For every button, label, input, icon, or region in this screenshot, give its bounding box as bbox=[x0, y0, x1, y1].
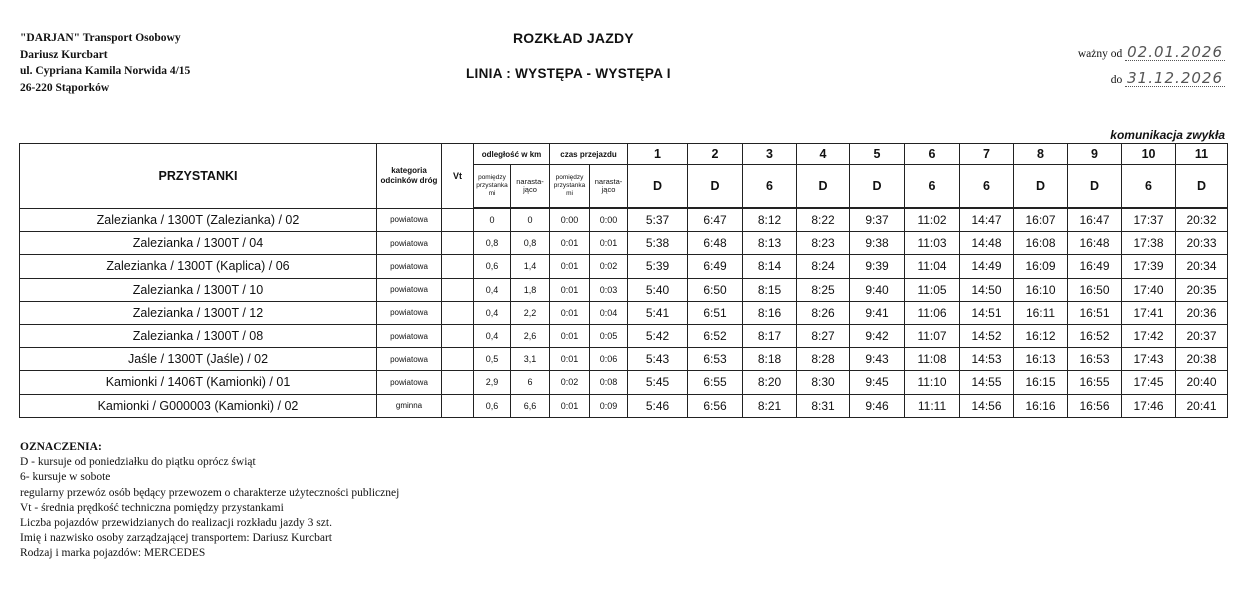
departure-time: 16:15 bbox=[1014, 371, 1068, 394]
time-between: 0:01 bbox=[550, 301, 590, 324]
time-cumulative: 0:02 bbox=[590, 255, 628, 278]
distance-between: 0,6 bbox=[474, 394, 511, 417]
legend-line: regularny przewóz osób będący przewozem o charakterze użyteczności publicznej bbox=[20, 486, 400, 499]
course-day-code: 6 bbox=[743, 165, 797, 209]
departure-time: 8:31 bbox=[797, 394, 850, 417]
departure-time: 8:28 bbox=[797, 348, 850, 371]
departure-time: 20:36 bbox=[1176, 301, 1228, 324]
distance-cumulative: 1,8 bbox=[511, 278, 550, 301]
course-number: 2 bbox=[688, 144, 743, 165]
departure-time: 16:52 bbox=[1068, 324, 1122, 347]
header-vt: Vt bbox=[442, 144, 474, 209]
time-between: 0:02 bbox=[550, 371, 590, 394]
time-between: 0:01 bbox=[550, 348, 590, 371]
course-number: 8 bbox=[1014, 144, 1068, 165]
vt-value bbox=[442, 371, 474, 394]
departure-time: 6:51 bbox=[688, 301, 743, 324]
legend-line: Vt - średnia prędkość techniczna pomiędzy przystankami bbox=[20, 501, 284, 514]
time-cumulative: 0:00 bbox=[590, 208, 628, 232]
distance-between: 0,8 bbox=[474, 232, 511, 255]
time-cumulative: 0:09 bbox=[590, 394, 628, 417]
departure-time: 8:18 bbox=[743, 348, 797, 371]
departure-time: 5:41 bbox=[628, 301, 688, 324]
distance-between: 0 bbox=[474, 208, 511, 232]
course-number: 5 bbox=[850, 144, 905, 165]
stop-name: Zalezianka / 1300T (Zalezianka) / 02 bbox=[20, 208, 377, 232]
valid-from-date: 02.01.2026 bbox=[1127, 43, 1223, 61]
departure-time: 11:04 bbox=[905, 255, 960, 278]
departure-time: 14:51 bbox=[960, 301, 1014, 324]
header-distance-between: pomiędzy przystanka mi bbox=[474, 165, 511, 209]
vt-value bbox=[442, 394, 474, 417]
departure-time: 8:25 bbox=[797, 278, 850, 301]
course-day-code: D bbox=[1068, 165, 1122, 209]
table-row bbox=[20, 324, 1228, 347]
page-title: ROZKŁAD JAZDY bbox=[513, 30, 634, 46]
stop-name: Kamionki / G000003 (Kamionki) / 02 bbox=[20, 394, 377, 417]
course-number: 11 bbox=[1176, 144, 1228, 165]
road-category: powiatowa bbox=[377, 255, 442, 278]
company-owner: Dariusz Kurcbart bbox=[20, 48, 108, 61]
line-name: LINIA : WYSTĘPA - WYSTĘPA I bbox=[466, 66, 671, 81]
course-day-code: D bbox=[1176, 165, 1228, 209]
departure-time: 5:42 bbox=[628, 324, 688, 347]
time-between: 0:01 bbox=[550, 278, 590, 301]
time-cumulative: 0:05 bbox=[590, 324, 628, 347]
departure-time: 9:46 bbox=[850, 394, 905, 417]
header-time-between: pomiędzy przystanka mi bbox=[550, 165, 590, 209]
departure-time: 9:39 bbox=[850, 255, 905, 278]
departure-time: 16:10 bbox=[1014, 278, 1068, 301]
departure-time: 5:46 bbox=[628, 394, 688, 417]
legend-line: D - kursuje od poniedziałku do piątku oprócz świąt bbox=[20, 456, 256, 469]
departure-time: 9:43 bbox=[850, 348, 905, 371]
departure-time: 6:56 bbox=[688, 394, 743, 417]
departure-time: 6:48 bbox=[688, 232, 743, 255]
departure-time: 16:13 bbox=[1014, 348, 1068, 371]
departure-time: 9:42 bbox=[850, 324, 905, 347]
vt-value bbox=[442, 301, 474, 324]
departure-time: 6:53 bbox=[688, 348, 743, 371]
vt-value bbox=[442, 255, 474, 278]
departure-time: 11:11 bbox=[905, 394, 960, 417]
time-cumulative: 0:03 bbox=[590, 278, 628, 301]
departure-time: 6:47 bbox=[688, 208, 743, 232]
departure-time: 8:16 bbox=[743, 301, 797, 324]
departure-time: 6:52 bbox=[688, 324, 743, 347]
vt-value bbox=[442, 348, 474, 371]
departure-time: 8:17 bbox=[743, 324, 797, 347]
course-day-code: D bbox=[850, 165, 905, 209]
table-row bbox=[20, 278, 1228, 301]
course-day-code: 6 bbox=[905, 165, 960, 209]
company-city: 26-220 Stąporków bbox=[20, 81, 110, 94]
course-day-code: D bbox=[688, 165, 743, 209]
course-day-code: D bbox=[1014, 165, 1068, 209]
course-number: 9 bbox=[1068, 144, 1122, 165]
departure-time: 5:37 bbox=[628, 208, 688, 232]
departure-time: 20:41 bbox=[1176, 394, 1228, 417]
distance-between: 0,6 bbox=[474, 255, 511, 278]
stop-name: Kamionki / 1406T (Kamionki) / 01 bbox=[20, 371, 377, 394]
table-row bbox=[20, 394, 1228, 417]
departure-time: 16:55 bbox=[1068, 371, 1122, 394]
departure-time: 11:10 bbox=[905, 371, 960, 394]
table-row bbox=[20, 371, 1228, 394]
road-category: gminna bbox=[377, 394, 442, 417]
departure-time: 14:48 bbox=[960, 232, 1014, 255]
distance-cumulative: 0 bbox=[511, 208, 550, 232]
distance-cumulative: 3,1 bbox=[511, 348, 550, 371]
header-distance-cumulative: narasta-jąco bbox=[511, 165, 550, 209]
departure-time: 8:30 bbox=[797, 371, 850, 394]
departure-time: 9:45 bbox=[850, 371, 905, 394]
departure-time: 14:53 bbox=[960, 348, 1014, 371]
departure-time: 8:22 bbox=[797, 208, 850, 232]
company-info bbox=[20, 30, 190, 96]
stop-name: Jaśle / 1300T (Jaśle) / 02 bbox=[20, 348, 377, 371]
company-street: ul. Cypriana Kamila Norwida 4/15 bbox=[20, 65, 191, 77]
departure-time: 16:16 bbox=[1014, 394, 1068, 417]
legend bbox=[20, 440, 399, 562]
road-category: powiatowa bbox=[377, 278, 442, 301]
road-category: powiatowa bbox=[377, 324, 442, 347]
departure-time: 17:39 bbox=[1122, 255, 1176, 278]
time-between: 0:00 bbox=[550, 208, 590, 232]
course-day-code: D bbox=[628, 165, 688, 209]
departure-time: 11:05 bbox=[905, 278, 960, 301]
departure-time: 20:33 bbox=[1176, 232, 1228, 255]
departure-time: 16:49 bbox=[1068, 255, 1122, 278]
vt-value bbox=[442, 232, 474, 255]
header-time-cumulative: narasta-jąco bbox=[590, 165, 628, 209]
departure-time: 16:08 bbox=[1014, 232, 1068, 255]
road-category: powiatowa bbox=[377, 348, 442, 371]
valid-from-label: ważny od bbox=[1077, 48, 1123, 60]
course-day-code: 6 bbox=[960, 165, 1014, 209]
departure-time: 9:40 bbox=[850, 278, 905, 301]
course-number: 6 bbox=[905, 144, 960, 165]
distance-between: 0,4 bbox=[474, 278, 511, 301]
table-row bbox=[20, 301, 1228, 324]
vt-value bbox=[442, 208, 474, 232]
table-row bbox=[20, 255, 1228, 278]
departure-time: 17:42 bbox=[1122, 324, 1176, 347]
legend-line: 6- kursuje w sobote bbox=[20, 471, 111, 484]
road-category: powiatowa bbox=[377, 208, 442, 232]
departure-time: 6:50 bbox=[688, 278, 743, 301]
header-stops: PRZYSTANKI bbox=[20, 144, 377, 209]
departure-time: 16:12 bbox=[1014, 324, 1068, 347]
departure-time: 17:45 bbox=[1122, 371, 1176, 394]
header-distance: odległość w km bbox=[474, 144, 550, 165]
header-travel-time: czas przejazdu bbox=[550, 144, 628, 165]
road-category: powiatowa bbox=[377, 301, 442, 324]
departure-time: 14:49 bbox=[960, 255, 1014, 278]
course-day-code: D bbox=[797, 165, 850, 209]
departure-time: 17:43 bbox=[1122, 348, 1176, 371]
table-row bbox=[20, 348, 1228, 371]
table-row bbox=[20, 232, 1228, 255]
departure-time: 11:06 bbox=[905, 301, 960, 324]
departure-time: 20:37 bbox=[1176, 324, 1228, 347]
departure-time: 5:38 bbox=[628, 232, 688, 255]
time-cumulative: 0:06 bbox=[590, 348, 628, 371]
departure-time: 6:55 bbox=[688, 371, 743, 394]
distance-cumulative: 2,2 bbox=[511, 301, 550, 324]
validity-period bbox=[1078, 40, 1225, 92]
road-category: powiatowa bbox=[377, 232, 442, 255]
departure-time: 5:40 bbox=[628, 278, 688, 301]
legend-line: Imię i nazwisko osoby zarządzającej transportem: Dariusz Kurcbart bbox=[20, 532, 332, 545]
departure-time: 14:50 bbox=[960, 278, 1014, 301]
departure-time: 16:56 bbox=[1068, 394, 1122, 417]
departure-time: 8:20 bbox=[743, 371, 797, 394]
course-number: 7 bbox=[960, 144, 1014, 165]
company-name: "DARJAN" Transport Osobowy bbox=[20, 32, 181, 44]
departure-time: 17:46 bbox=[1122, 394, 1176, 417]
departure-time: 16:48 bbox=[1068, 232, 1122, 255]
time-between: 0:01 bbox=[550, 232, 590, 255]
departure-time: 8:13 bbox=[743, 232, 797, 255]
legend-heading: OZNACZENIA: bbox=[20, 441, 102, 453]
time-cumulative: 0:04 bbox=[590, 301, 628, 324]
distance-between: 0,4 bbox=[474, 324, 511, 347]
valid-to-label: do bbox=[1110, 74, 1123, 86]
road-category: powiatowa bbox=[377, 371, 442, 394]
departure-time: 17:37 bbox=[1122, 208, 1176, 232]
departure-time: 17:40 bbox=[1122, 278, 1176, 301]
departure-time: 14:47 bbox=[960, 208, 1014, 232]
distance-between: 2,9 bbox=[474, 371, 511, 394]
departure-time: 6:49 bbox=[688, 255, 743, 278]
vt-value bbox=[442, 278, 474, 301]
course-number: 3 bbox=[743, 144, 797, 165]
departure-time: 8:24 bbox=[797, 255, 850, 278]
vt-value bbox=[442, 324, 474, 347]
distance-cumulative: 0,8 bbox=[511, 232, 550, 255]
distance-cumulative: 2,6 bbox=[511, 324, 550, 347]
departure-time: 17:41 bbox=[1122, 301, 1176, 324]
departure-time: 17:38 bbox=[1122, 232, 1176, 255]
stop-name: Zalezianka / 1300T / 08 bbox=[20, 324, 377, 347]
departure-time: 8:23 bbox=[797, 232, 850, 255]
time-cumulative: 0:01 bbox=[590, 232, 628, 255]
course-number: 1 bbox=[628, 144, 688, 165]
service-type: komunikacja zwykła bbox=[1110, 128, 1225, 142]
departure-time: 20:38 bbox=[1176, 348, 1228, 371]
stop-name: Zalezianka / 1300T / 10 bbox=[20, 278, 377, 301]
time-between: 0:01 bbox=[550, 324, 590, 347]
distance-between: 0,5 bbox=[474, 348, 511, 371]
distance-cumulative: 1,4 bbox=[511, 255, 550, 278]
departure-time: 16:50 bbox=[1068, 278, 1122, 301]
header-road-category: kategoria odcinków dróg bbox=[377, 144, 442, 209]
departure-time: 20:35 bbox=[1176, 278, 1228, 301]
legend-line: Liczba pojazdów przewidzianych do realizacji rozkładu jazdy 3 szt. bbox=[20, 517, 332, 530]
departure-time: 11:02 bbox=[905, 208, 960, 232]
departure-time: 8:26 bbox=[797, 301, 850, 324]
departure-time: 11:08 bbox=[905, 348, 960, 371]
distance-between: 0,4 bbox=[474, 301, 511, 324]
departure-time: 20:34 bbox=[1176, 255, 1228, 278]
departure-time: 11:03 bbox=[905, 232, 960, 255]
course-number: 10 bbox=[1122, 144, 1176, 165]
time-between: 0:01 bbox=[550, 255, 590, 278]
departure-time: 20:32 bbox=[1176, 208, 1228, 232]
departure-time: 14:56 bbox=[960, 394, 1014, 417]
valid-to-date: 31.12.2026 bbox=[1127, 69, 1223, 87]
stop-name: Zalezianka / 1300T / 04 bbox=[20, 232, 377, 255]
legend-line: Rodzaj i marka pojazdów: MERCEDES bbox=[20, 547, 206, 560]
timetable bbox=[19, 143, 1228, 418]
departure-time: 16:11 bbox=[1014, 301, 1068, 324]
departure-time: 9:37 bbox=[850, 208, 905, 232]
time-between: 0:01 bbox=[550, 394, 590, 417]
departure-time: 5:45 bbox=[628, 371, 688, 394]
distance-cumulative: 6 bbox=[511, 371, 550, 394]
distance-cumulative: 6,6 bbox=[511, 394, 550, 417]
stop-name: Zalezianka / 1300T / 12 bbox=[20, 301, 377, 324]
departure-time: 11:07 bbox=[905, 324, 960, 347]
time-cumulative: 0:08 bbox=[590, 371, 628, 394]
departure-time: 16:09 bbox=[1014, 255, 1068, 278]
course-number: 4 bbox=[797, 144, 850, 165]
departure-time: 9:41 bbox=[850, 301, 905, 324]
stop-name: Zalezianka / 1300T (Kaplica) / 06 bbox=[20, 255, 377, 278]
departure-time: 8:14 bbox=[743, 255, 797, 278]
departure-time: 8:15 bbox=[743, 278, 797, 301]
departure-time: 5:39 bbox=[628, 255, 688, 278]
departure-time: 9:38 bbox=[850, 232, 905, 255]
course-day-code: 6 bbox=[1122, 165, 1176, 209]
departure-time: 16:53 bbox=[1068, 348, 1122, 371]
departure-time: 16:51 bbox=[1068, 301, 1122, 324]
departure-time: 5:43 bbox=[628, 348, 688, 371]
timetable-body bbox=[20, 208, 1228, 417]
departure-time: 8:27 bbox=[797, 324, 850, 347]
departure-time: 8:12 bbox=[743, 208, 797, 232]
departure-time: 16:47 bbox=[1068, 208, 1122, 232]
departure-time: 14:55 bbox=[960, 371, 1014, 394]
departure-time: 16:07 bbox=[1014, 208, 1068, 232]
table-row bbox=[20, 208, 1228, 232]
departure-time: 8:21 bbox=[743, 394, 797, 417]
departure-time: 20:40 bbox=[1176, 371, 1228, 394]
departure-time: 14:52 bbox=[960, 324, 1014, 347]
